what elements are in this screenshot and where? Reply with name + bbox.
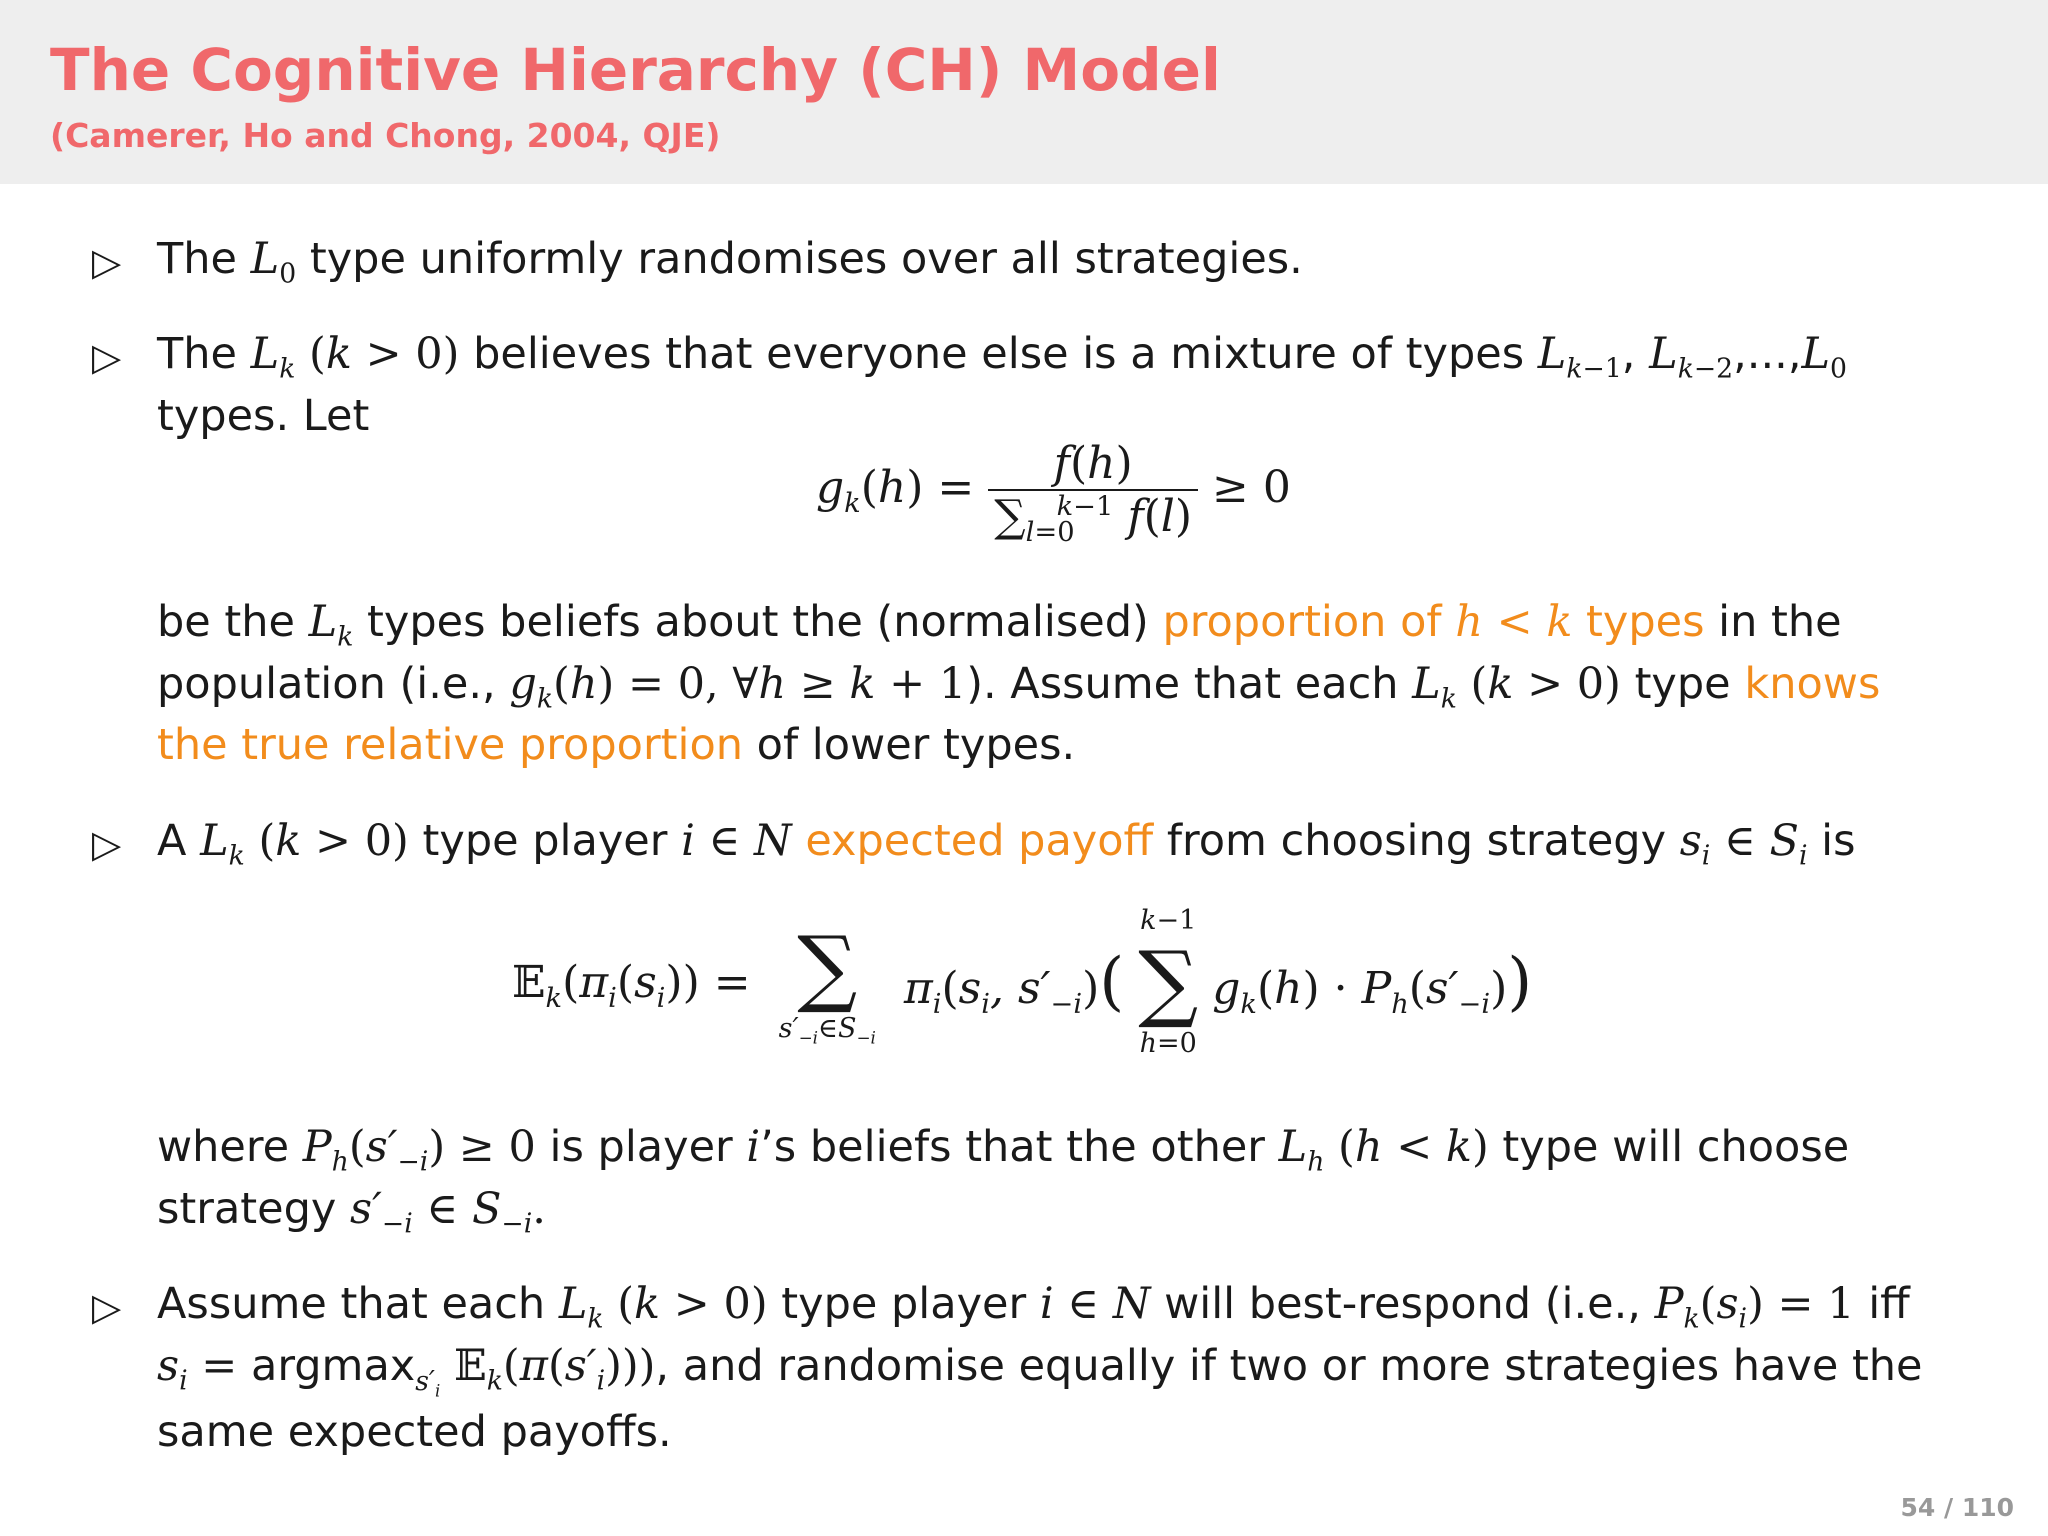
bullet-icon: ▷ (92, 1285, 122, 1329)
bullet-4-line-1: Assume that each $L_k$ (k > 0) type player i ∈ N will best-respond (i.e., $P_k(s_i) = 1$ iff (157, 1279, 1910, 1335)
g-function-equation: $g_k(h)$ = $\frac{f(h)}{\sum_{l=0}^{k-1} f(l)}$ ≥ 0 (816, 438, 1291, 548)
bullet-4-line-2: $s_i = argmax_{s'_i}$ $𝔼_k(\pi(s'_i))$), and randomise equally if two or more strategies have the (157, 1341, 1923, 1400)
slide-subtitle: (Camerer, Ho and Chong, 2004, QJE) (50, 116, 721, 155)
bullet-2-line-3: be the $L_k$ types beliefs about the (normalised) proportion of h < k types in the (157, 597, 1842, 653)
g-fraction: $\frac{f(h)}{\sum_{l=0}^{k-1} f(l)}$ (988, 438, 1198, 542)
bullet-2-line-5: the true relative proportion of lower types. (157, 720, 1076, 770)
bullet-icon: ▷ (92, 822, 122, 866)
bullet-2-line-2: types. Let (157, 391, 370, 441)
slide-title: The Cognitive Hierarchy (CH) Model (50, 36, 1221, 104)
bullet-2-line-1: The $L_k$ (k > 0) believes that everyone else is a mixture of types $L_{k-1}$, $L_{k-2},...,L_0$ (157, 329, 1848, 385)
expected-payoff-equation: $𝔼_k(\pi_i(s_i))$ = ∑ $s'_{-i}\in S_{-i}$ $\pi_i(s_i$, $s'_{-i}$)( k−1 ∑ h=0 $g_k(h) \cdot P_h(s'_{-i})$) (512, 905, 1533, 1059)
slide-header (0, 0, 2048, 184)
bullet-icon: ▷ (92, 240, 122, 284)
bullet-3-line-1: A $L_k$ (k > 0) type player i ∈ N expected payoff from choosing strategy $s_i$ ∈ $S_i$ is (157, 816, 1856, 872)
bullet-2-line-4: population (i.e., $g_k(h) = 0$, ∀h ≥ k + 1). Assume that each $L_k$ (k > 0) type knows (157, 659, 1881, 715)
bullet-4-line-3: same expected payoffs. (157, 1407, 672, 1457)
inner-sum: k−1 ∑ h=0 (1138, 905, 1199, 1059)
bullet-3-line-3: strategy $s'_{-i}$ ∈ $S_{-i}$. (157, 1184, 546, 1240)
bullet-1-line-1: The $L_0$ type uniformly randomises over all strategies. (157, 234, 1303, 290)
bullet-icon: ▷ (92, 335, 122, 379)
page-number: 54 / 110 (1900, 1493, 2014, 1522)
outer-sum: ∑ $s'_{-i}\in S_{-i}$ (778, 917, 876, 1047)
bullet-3-line-2: where $P_h(s'_{-i}) \ge 0$ is player i’s beliefs that the other $L_h$ (h < k) type will choose (157, 1122, 1850, 1178)
